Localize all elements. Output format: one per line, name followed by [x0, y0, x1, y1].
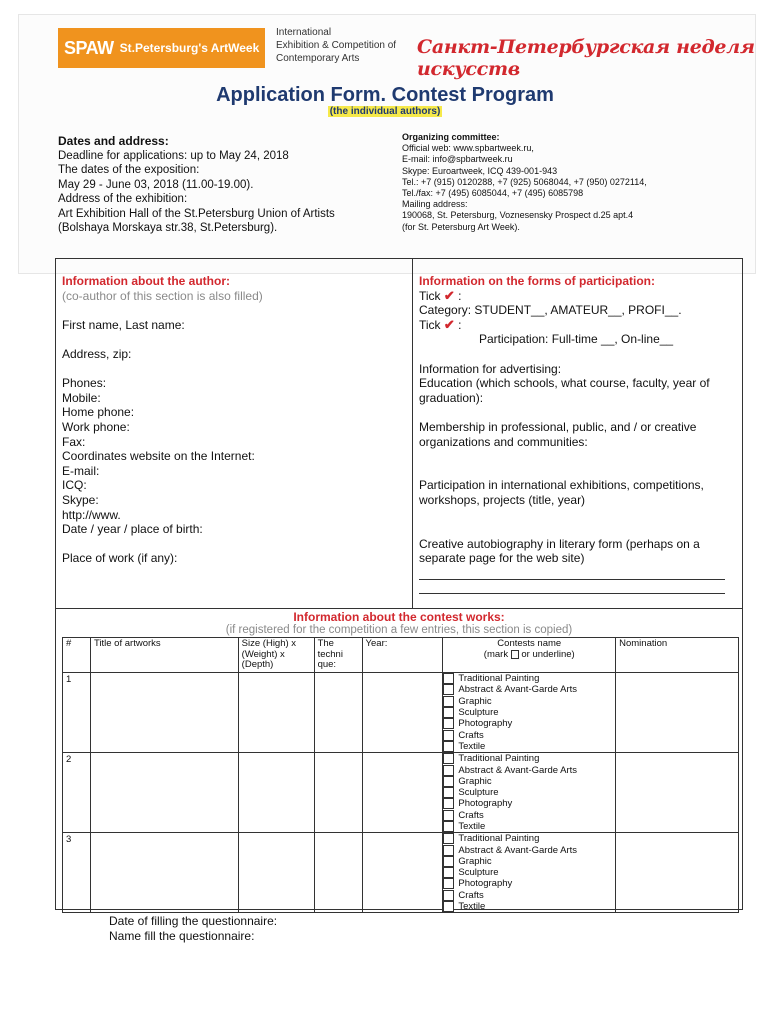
technique-cell[interactable] [314, 833, 362, 913]
contest-option: Textile [443, 741, 615, 752]
checkmark-icon: ✔ [443, 316, 455, 332]
dates-line: Deadline for applications: up to May 24, 2018 [58, 149, 289, 162]
works-heading: Information about the contest works: [293, 610, 505, 624]
checkbox[interactable] [443, 890, 454, 901]
contest-option: Traditional Painting [443, 753, 615, 764]
checkbox[interactable] [443, 878, 454, 889]
author-heading: Information about the author: [62, 274, 230, 288]
size-cell[interactable] [238, 673, 314, 753]
year-cell[interactable] [362, 833, 443, 913]
category-field[interactable]: Category: STUDENT__, AMATEUR__, PROFI__. [419, 303, 682, 318]
checkbox[interactable] [443, 753, 454, 764]
contest-option: Crafts [443, 729, 615, 740]
checkbox[interactable] [443, 730, 454, 741]
year-cell[interactable] [362, 673, 443, 753]
footer-section [109, 914, 277, 943]
checkbox[interactable] [443, 856, 454, 867]
participation-heading: Information on the forms of participation: [419, 274, 655, 288]
address-field[interactable]: Address, zip: [62, 346, 132, 361]
membership-field[interactable]: Membership in professional, public, and / or creative organizations and communities: [419, 419, 697, 449]
row-number: 2 [63, 753, 91, 833]
table-row [63, 833, 739, 913]
table-row [63, 753, 739, 833]
col-size: Size (High) x (Weight) x (Depth) [238, 638, 314, 673]
website-field[interactable]: Coordinates website on the Internet: [62, 449, 255, 464]
checkbox[interactable] [443, 845, 454, 856]
checkbox[interactable] [443, 707, 454, 718]
checkbox[interactable] [443, 810, 454, 821]
contest-option: Graphic [443, 776, 615, 787]
answer-line[interactable] [419, 580, 725, 594]
logo-text: St.Petersburg's ArtWeek [119, 41, 260, 55]
title-cell[interactable] [90, 673, 238, 753]
organizing-heading: Organizing committee: [402, 132, 500, 142]
mobile-field[interactable]: Mobile: [62, 390, 101, 405]
checkbox[interactable] [443, 821, 454, 832]
contest-option: Abstract & Avant-Garde Arts [443, 764, 615, 775]
checkbox[interactable] [443, 684, 454, 695]
table-header-row [63, 638, 739, 673]
icq-field[interactable]: ICQ: [62, 478, 87, 493]
contest-option: Abstract & Avant-Garde Arts [443, 844, 615, 855]
contest-option: Crafts [443, 890, 615, 901]
phones-field[interactable]: Phones: [62, 376, 107, 391]
organizing-committee: Organizing committee: Official web: www.spbartweek.ru, E-mail: info@spbartweek.ru Skype: Euroartweek, ICQ 439-001-943 Tel.: +7 (915) 0120288, +7 (925) 5068044, +7 (950) 0272114, Tel./fax: +7 (495) 6085044, +7 (495) 6085798 Mailing address: 190068, St. Petersburg, Voznesensky Prospect d.25 apt.4 (for St. Petersburg Art Week). [402, 132, 747, 233]
works-note: (if registered for the competition a few entries, this section is copied) [225, 624, 573, 636]
fill-date-field[interactable]: Date of filling the questionnaire: [109, 914, 278, 928]
contest-option: Traditional Painting [443, 673, 615, 684]
checkbox[interactable] [443, 673, 454, 684]
dates-line: May 29 - June 03, 2018 (11.00-19.00). [58, 178, 254, 191]
column-divider [412, 258, 413, 609]
contest-option: Graphic [443, 856, 615, 867]
international-caption: International Exhibition & Competition of Contemporary Arts [276, 27, 397, 64]
contests-cell [443, 833, 616, 913]
contests-cell [443, 673, 616, 753]
title-cell[interactable] [90, 833, 238, 913]
advertising-label: Information for advertising: [419, 361, 562, 376]
dates-heading: Dates and address: [58, 134, 169, 148]
checkbox[interactable] [443, 798, 454, 809]
fill-name-field[interactable]: Name fill the questionnaire: [109, 928, 255, 943]
biography-field[interactable]: Creative autobiography in literary form (perhaps on a separate page for the web site) [419, 536, 700, 566]
dates-line: Address of the exhibition: [58, 193, 188, 205]
contest-option: Sculpture [443, 787, 615, 798]
contest-option: Abstract & Avant-Garde Arts [443, 684, 615, 695]
tick-row-2: Tick ✔ : [419, 316, 462, 332]
checkbox[interactable] [443, 776, 454, 787]
skype-field[interactable]: Skype: [62, 492, 99, 507]
contest-option: Textile [443, 821, 615, 832]
col-contests: Contests name (mark or underline) [443, 638, 616, 673]
col-technique: The techni que: [314, 638, 362, 673]
nomination-cell[interactable] [616, 673, 739, 753]
checkbox[interactable] [443, 833, 454, 844]
birth-field[interactable]: Date / year / place of birth: [62, 522, 203, 537]
participation-mode-field[interactable]: Participation: Full-time __, On-line__ [479, 332, 674, 347]
http-field[interactable]: http://www. [62, 507, 121, 522]
checkmark-icon: ✔ [443, 287, 455, 303]
table-row [63, 673, 739, 753]
contest-option: Crafts [443, 810, 615, 821]
col-nomination: Nomination [616, 638, 739, 673]
checkbox[interactable] [443, 741, 454, 752]
checkbox[interactable] [443, 718, 454, 729]
international-field[interactable]: Participation in international exhibitions, competitions, workshops, projects (title, year) [419, 478, 704, 507]
technique-cell[interactable] [314, 753, 362, 833]
checkbox[interactable] [443, 867, 454, 878]
participation-section [419, 274, 739, 594]
checkbox[interactable] [443, 765, 454, 776]
section-divider [55, 608, 743, 609]
contest-option: Sculpture [443, 707, 615, 718]
contest-option: Photography [443, 878, 615, 889]
nomination-cell[interactable] [616, 833, 739, 913]
checkbox[interactable] [443, 787, 454, 798]
col-num: # [63, 638, 91, 673]
contests-cell [443, 753, 616, 833]
home-phone-field[interactable]: Home phone: [62, 405, 135, 420]
dates-line: The dates of the exposition: [58, 164, 200, 176]
row-number: 1 [63, 673, 91, 753]
name-field[interactable]: First name, Last name: [62, 317, 185, 332]
technique-cell[interactable] [314, 673, 362, 753]
artweek-logo [58, 28, 265, 68]
row-number: 3 [63, 833, 91, 913]
answer-line[interactable] [419, 566, 725, 580]
dates-section [58, 134, 393, 236]
page-subtitle: (the individual authors) [329, 106, 441, 117]
size-cell[interactable] [238, 753, 314, 833]
works-table [62, 637, 739, 913]
contest-option: Sculpture [443, 867, 615, 878]
contest-option: Photography [443, 798, 615, 809]
contest-option: Graphic [443, 696, 615, 707]
work-phone-field[interactable]: Work phone: [62, 419, 130, 434]
contest-option: Photography [443, 718, 615, 729]
nomination-cell[interactable] [616, 753, 739, 833]
work-place-field[interactable]: Place of work (if any): [62, 551, 178, 566]
education-field[interactable]: Education (which schools, what course, faculty, year of graduation): [419, 376, 710, 405]
year-cell[interactable] [362, 753, 443, 833]
dates-line: (Bolshaya Morskaya str.38, St.Petersburg). [58, 222, 278, 234]
checkbox[interactable] [443, 901, 454, 912]
contest-option: Textile [443, 901, 615, 912]
logo-mark: SPAW [64, 37, 114, 58]
page-title: Application Form. Contest Program [216, 84, 554, 106]
col-title: Title of artworks [90, 638, 238, 673]
contest-option: Traditional Painting [443, 833, 615, 844]
title-cell[interactable] [90, 753, 238, 833]
tick-row-1: Tick ✔ : [419, 287, 462, 303]
author-section [62, 274, 407, 566]
col-year: Year: [362, 638, 443, 673]
russian-title: Санкт-Петербургская неделя искусств [417, 36, 755, 80]
dates-line: Art Exhibition Hall of the St.Petersburg Union of Artists [58, 207, 335, 220]
checkbox-icon [511, 650, 519, 659]
fax-field[interactable]: Fax: [62, 434, 86, 449]
author-note: (co-author of this section is also filled) [62, 288, 263, 303]
checkbox[interactable] [443, 696, 454, 707]
email-field[interactable]: E-mail: [62, 463, 100, 478]
size-cell[interactable] [238, 833, 314, 913]
